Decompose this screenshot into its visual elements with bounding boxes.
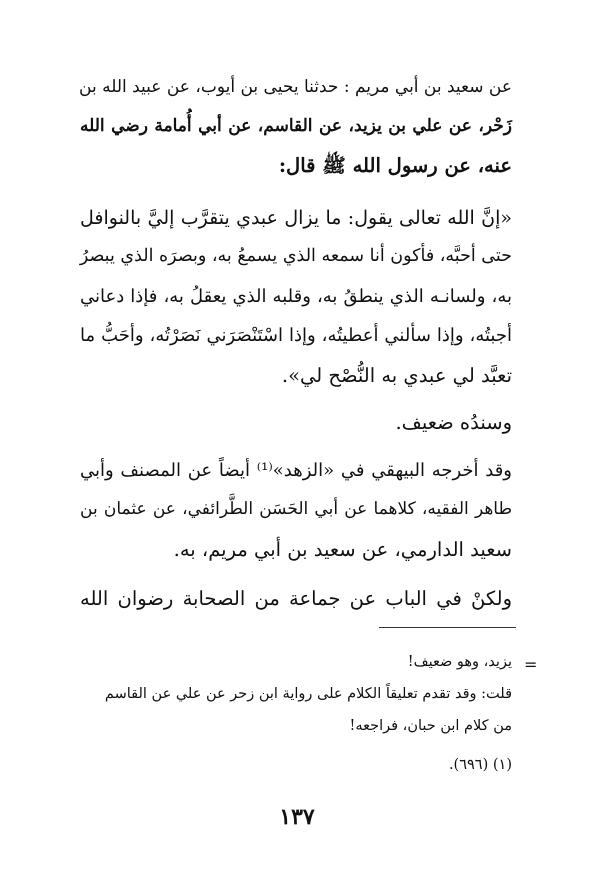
text-line: سعيد الدارمي، عن سعيد بن أبي مريم، به. xyxy=(173,538,512,561)
footnote-line: قلت: وقد تقدم تعليقاً الكلام على رواية ابن زحر عن علي عن القاسم xyxy=(104,686,512,702)
text-line: طاهر الفقيه، كلاهما عن أبي الحَسَن الطَّرائفي، عن عثمان بن xyxy=(80,499,512,519)
footnote-line: من كلام ابن حبان، فراجعه! xyxy=(349,718,512,734)
hadith-line: تعبَّد لي عبدي به النُّصْح لي». xyxy=(281,364,512,387)
page-number: ١٣٧ xyxy=(279,804,315,830)
text-line: وسندُه ضعيف. xyxy=(395,411,512,434)
hadith-line: به، ولسانـه الذي ينطقُ به، وقلبه الذي يعقلُ به، فإذا دعاني xyxy=(80,286,512,307)
footnote-line: (١) (٦٩٦). xyxy=(448,757,512,773)
text-line: عنه، عن رسول الله ﷺ قال: xyxy=(278,154,512,177)
footnote-continuation-marker: = xyxy=(524,655,538,674)
text-line: ولكنْ في الباب عن جماعة من الصحابة رضوان الله xyxy=(80,587,512,610)
hadith-line: «إنَّ الله تعالى يقول: ما يزال عبدي يتقرَّب إليَّ بالنوافل xyxy=(80,207,512,229)
text-line: وقد أخرجه البيهقي في «الزهد»⁽¹⁾ أيضاً عن المصنف وأبي xyxy=(80,460,512,481)
text-line: عن سعيد بن أبي مريم : حدثنا يحيى بن أيوب، عن عبيد الله بن xyxy=(79,77,512,97)
hadith-line: أجبتُه، وإذا سألني أعطيتُه، وإذا اسْتَنْصَرَني نَصَرْتُه، وأحَبُّ ما xyxy=(80,325,512,346)
footnote-line: يزيد، وهو ضعيف! xyxy=(407,654,512,670)
hadith-line: حتى أحبَّه، فأكون أنا سمعه الذي يسمعُ به، وبصرَه الذي يبصرُ xyxy=(79,246,512,266)
text-line: زَحْر، عن علي بن يزيد، عن القاسم، عن أبي أُمامة رضي الله xyxy=(80,116,512,136)
footnote-separator xyxy=(379,627,516,628)
